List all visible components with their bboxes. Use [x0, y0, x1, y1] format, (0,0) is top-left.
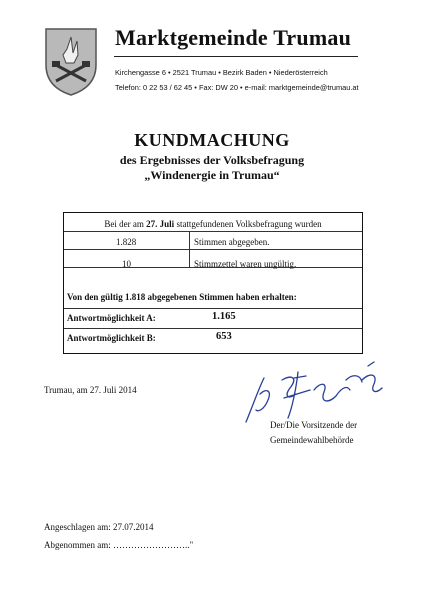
votes-cast-value: 1.828 — [116, 237, 137, 247]
document-topic: „Windenergie in Trumau“ — [144, 168, 280, 182]
contact-address: Kirchengasse 6 • 2521 Trumau • Bezirk Baden • Niederösterreich — [115, 68, 328, 77]
document-title: KUNDMACHUNG — [134, 130, 290, 150]
document-subtitle: des Ergebnisses der Volksbefragung — [119, 153, 305, 167]
intro-prefix: Bei der am — [104, 219, 147, 229]
option-b-value: 653 — [216, 331, 232, 342]
table-divider — [64, 267, 362, 268]
option-a-value: 1.165 — [212, 311, 236, 322]
intro-suffix: stattgefundenen Volksbefragung wurden — [174, 219, 322, 229]
removed-date: Abgenommen am: …………………….." — [44, 540, 194, 550]
table-divider — [64, 249, 362, 250]
intro-date: 27. Juli — [146, 219, 175, 229]
option-b-label: Antwortmöglichkeit B: — [67, 333, 156, 343]
chair-title-line2: Gemeindewahlbehörde — [270, 435, 354, 445]
contact-phone: Telefon: 0 22 53 / 62 45 • Fax: DW 20 • e-mail: marktgemeinde@trumau.at — [115, 83, 359, 92]
option-a-label: Antwortmöglichkeit A: — [67, 313, 156, 323]
place-and-date: Trumau, am 27. Juli 2014 — [44, 385, 137, 395]
table-divider — [64, 328, 362, 329]
municipal-coat-of-arms-icon — [44, 27, 98, 97]
invalid-value: 10 — [122, 259, 131, 269]
results-table — [63, 212, 363, 354]
posted-date: Angeschlagen am: 27.07.2014 — [44, 522, 154, 532]
header-divider — [114, 56, 358, 57]
table-divider — [64, 231, 362, 232]
organization-name: Marktgemeinde Trumau — [115, 25, 351, 50]
votes-cast-label: Stimmen abgegeben. — [194, 237, 270, 247]
table-divider — [64, 308, 362, 309]
invalid-label: Stimmzettel waren ungültig. — [194, 259, 297, 269]
valid-votes-text: Von den gültig 1.818 abgegebenen Stimmen haben erhalten: — [67, 292, 297, 302]
chair-title-line1: Der/Die Vorsitzende der — [270, 420, 358, 430]
